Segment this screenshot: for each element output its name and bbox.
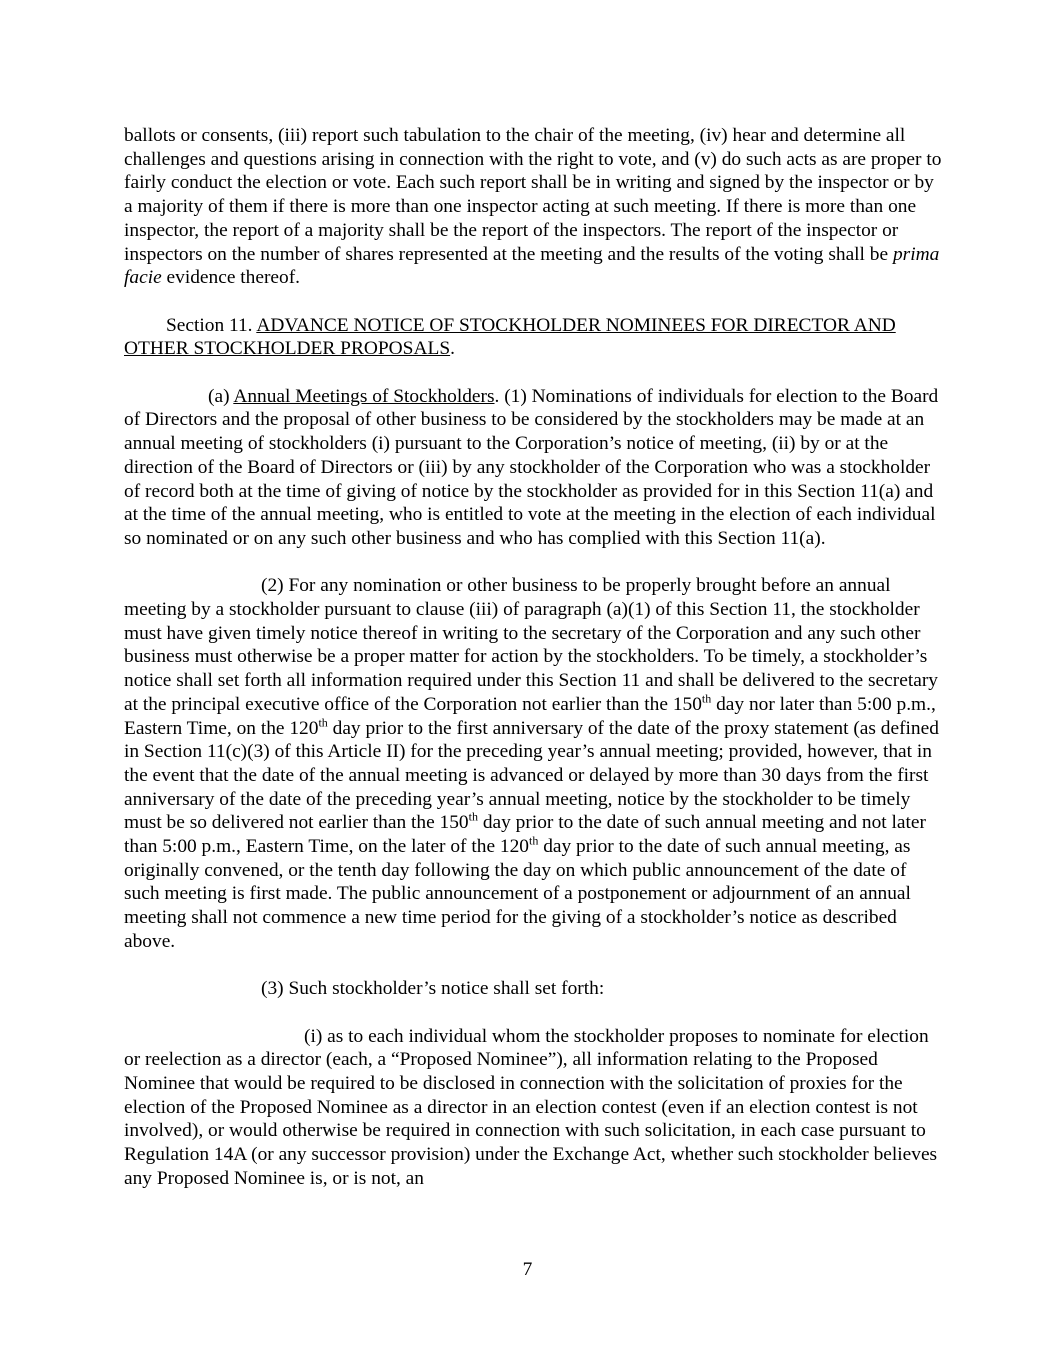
ordinal-suffix: th [529,833,539,848]
italic-term: prima facie [124,243,940,289]
paragraph-inspectors-report [124,124,944,290]
page-number: 7 [522,1259,533,1280]
ordinal-suffix: th [701,691,712,706]
text-run: . (1) Nominations of individuals for election to the Board of Directors and the proposal of other business to be considered by the stockholders may be made at an annual meeting of stockholders (i) pursuant to the Corporation’s notice of meeting, (ii) by or at the direction of the Board of Directors or (iii) by any stockholder of the Corporation who was a stockholder of record both at the time of giving of notice by the stockholder as provided for in this Section 11(a) and at the time of the annual meeting, who is entitled to vote at the meeting in the election of each individual so nominated or on any such other business and who has complied with this Section 11(a). [124,385,939,549]
section-title: ADVANCE NOTICE OF STOCKHOLDER NOMINEES FOR DIRECTOR AND OTHER STOCKHOLDER PROPOSALS [124,314,896,360]
section-title-end: . [450,338,455,360]
paragraph-annual-meetings [124,385,944,551]
paragraph-proposed-nominee: (i) as to each individual whom the stockholder proposes to nominate for election or reelection as a director (each, a “Proposed Nominee”), all information relating to the Proposed Nominee that would be required to be disclosed in connection with the solicitation of proxies for the election of the Proposed Nominee as a director in an election contest (even if an election contest is not involved), or would otherwise be required in connection with such solicitation, in each case pursuant to Regulation 14A (or any successor provision) under the Exchange Act, whether such stockholder believes any Proposed Nominee is, or is not, an [124,1025,938,1189]
section-11-heading [124,314,944,361]
paragraph-timely-notice [124,574,944,953]
text-run: day prior to the first anniversary of the date of the proxy statement (as defined in Section 11(c)(3) of this Article II) for the preceding year’s annual meeting; provided, however, that in the event that the date of the annual meeting is advanced or delayed by more than 30 days from the first anniversary of the date of the preceding year’s annual meeting, notice by the stockholder to be timely must be so delivered not earlier than the 150 [124,717,939,834]
paragraph-notice-set-forth: (3) Such stockholder’s notice shall set forth: [261,978,605,1000]
text-run: day nor later than 5:00 p.m., Eastern Time, on the 120 [124,693,936,739]
text-run: day prior to the date of such annual meeting, as originally convened, or the tenth day following the day on which public announcement of the date of such meeting is first made. The public announcement of a postponement or adjournment of an annual meeting shall not commence a new time period for the giving of a stockholder’s notice as described above. [124,836,911,952]
text-run: day prior to the date of such annual meeting and not later than 5:00 p.m., Eastern Time, on the later of the 120 [124,812,926,858]
subsection-label: (a) [208,385,234,407]
ordinal-suffix: th [468,809,478,824]
text-run: evidence thereof. [161,267,301,289]
text-run: (2) For any nomination or other business to be properly brought before an annual meeting by a stockholder pursuant to clause (iii) of paragraph (a)(1) of this Section 11, the stockholder must have given timely notice thereof in writing to the secretary of the Corporation and any such other business must otherwise be a proper matter for action by the stockholders. To be timely, a stockholder’s notice shall set forth all information required under this Section 11 and shall be delivered to the secretary at the principal executive office of the Corporation not earlier than the 150 [124,575,938,715]
text-run: ballots or consents, (iii) report such tabulation to the chair of the meeting, (iv) hear and determine all challenges and questions arising in connection with the right to vote, and (v) do such acts as are proper to fairly conduct the election or vote. Each such report shall be in writing and signed by the inspector or by a majority of them if there is more than one inspector acting at such meeting. If there is more than one inspector, the report of a majority shall be the report of the inspectors. The report of the inspector or inspectors on the number of shares represented at the meeting and the results of the voting shall be [124,125,942,265]
document-page [124,124,944,1191]
section-label: Section 11. [166,314,257,336]
ordinal-suffix: th [318,715,328,730]
subsection-title: Annual Meetings of Stockholders [233,385,495,407]
